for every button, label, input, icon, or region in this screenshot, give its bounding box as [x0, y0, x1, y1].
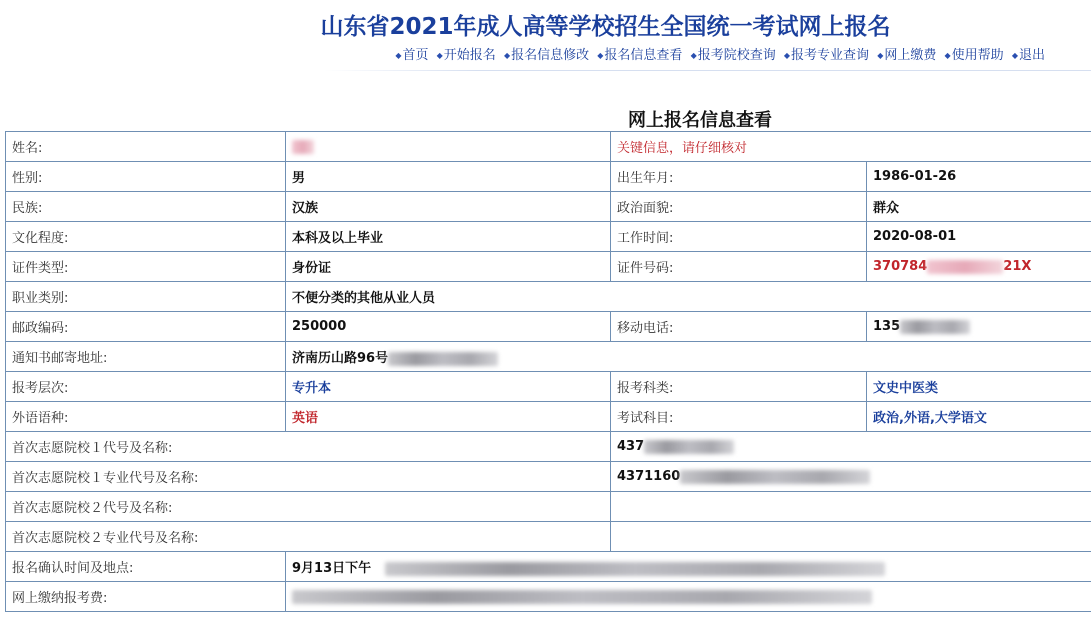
education-value: 本科及以上毕业: [286, 222, 611, 252]
nav-school-query[interactable]: ◆报考院校查询: [690, 48, 776, 63]
table-row: [6, 552, 1091, 582]
political-value: 群众: [867, 192, 1091, 222]
fee-value: [286, 582, 1091, 612]
confirm-label: 报名确认时间及地点:: [6, 552, 286, 582]
address-value: 济南历山路96号: [286, 342, 1091, 372]
bullet-icon: ◆: [783, 51, 791, 60]
table-row: [6, 132, 1091, 162]
mobile-value: 135: [867, 312, 1091, 342]
subject-label: 报考科类:: [611, 372, 867, 402]
major1-value: 4371160: [611, 462, 1091, 492]
bullet-icon: ◆: [944, 51, 951, 60]
idtype-value: 身份证: [286, 252, 611, 282]
name-value: [286, 132, 611, 162]
education-label: 文化程度:: [6, 222, 286, 252]
birth-value: 1986-01-26: [867, 162, 1091, 192]
nav-divider: [324, 70, 1091, 71]
redacted-address: [388, 352, 498, 366]
table-row: [6, 162, 1091, 192]
redacted-fee: [292, 590, 872, 604]
confirm-value: 9月13日下午: [286, 552, 1091, 582]
level-label: 报考层次:: [6, 372, 286, 402]
bullet-icon: ◆: [395, 51, 402, 60]
idnum-value: 370784 21X: [867, 252, 1091, 282]
exam-label: 考试科目:: [611, 402, 867, 432]
table-row: [6, 222, 1091, 252]
major1-label: 首次志愿院校１专业代号及名称:: [6, 462, 611, 492]
table-row: [6, 252, 1091, 282]
mobile-label: 移动电话:: [611, 312, 867, 342]
idnum-label: 证件号码:: [611, 252, 867, 282]
bullet-icon: ◆: [503, 51, 511, 60]
exam-value: 政治,外语,大学语文: [867, 402, 1091, 432]
school2-label: 首次志愿院校２代号及名称:: [6, 492, 611, 522]
subject-value: 文史中医类: [867, 372, 1091, 402]
table-row: [6, 342, 1091, 372]
redacted-id: [927, 260, 1003, 274]
worktime-value: 2020-08-01: [867, 222, 1091, 252]
nav-home[interactable]: ◆首页: [395, 48, 429, 63]
ethnicity-label: 民族:: [6, 192, 286, 222]
table-row: [6, 522, 1091, 552]
birth-label: 出生年月:: [611, 162, 867, 192]
school1-label: 首次志愿院校１代号及名称:: [6, 432, 611, 462]
occupation-value: 不便分类的其他从业人员: [286, 282, 1091, 312]
table-row: [6, 582, 1091, 612]
table-row: [6, 192, 1091, 222]
nav-logout[interactable]: ◆退出: [1011, 48, 1045, 63]
political-label: 政治面貌:: [611, 192, 867, 222]
redacted-name: [292, 140, 314, 154]
school2-value: [611, 492, 1091, 522]
nav-major-query[interactable]: ◆报考专业查询: [783, 48, 870, 63]
redacted-confirm: [385, 562, 885, 576]
nav-start-registration[interactable]: ◆开始报名: [436, 48, 496, 63]
bullet-icon: ◆: [597, 51, 604, 60]
occupation-label: 职业类别:: [6, 282, 286, 312]
postcode-label: 邮政编码:: [6, 312, 286, 342]
nav-help[interactable]: ◆使用帮助: [944, 48, 1004, 63]
idtype-label: 证件类型:: [6, 252, 286, 282]
nav-online-payment[interactable]: ◆网上缴费: [877, 48, 937, 63]
nav-view-registration[interactable]: ◆报名信息查看: [597, 48, 683, 63]
nav-edit-registration[interactable]: ◆报名信息修改: [503, 48, 590, 63]
name-label: 姓名:: [6, 132, 286, 162]
table-row: [6, 312, 1091, 342]
redacted-school1: [644, 440, 734, 454]
fee-label: 网上缴纳报考费:: [6, 582, 286, 612]
language-label: 外语语种:: [6, 402, 286, 432]
gender-value: 男: [286, 162, 611, 192]
page-title: 网上报名信息查看: [628, 110, 772, 131]
table-row: [6, 492, 1091, 522]
bullet-icon: ◆: [877, 51, 884, 60]
major2-label: 首次志愿院校２专业代号及名称:: [6, 522, 611, 552]
table-row: [6, 372, 1091, 402]
worktime-label: 工作时间:: [611, 222, 867, 252]
site-title: 山东省2021年成人高等学校招生全国统一考试网上报名: [320, 14, 891, 40]
major2-value: [611, 522, 1091, 552]
table-row: [6, 462, 1091, 492]
language-value: 英语: [286, 402, 611, 432]
key-info-note: 关键信息，请仔细核对: [611, 132, 1091, 162]
address-label: 通知书邮寄地址:: [6, 342, 286, 372]
gender-label: 性别:: [6, 162, 286, 192]
bullet-icon: ◆: [1011, 51, 1018, 60]
table-row: [6, 402, 1091, 432]
school1-value: 437: [611, 432, 1091, 462]
postcode-value: 250000: [286, 312, 611, 342]
table-row: [6, 282, 1091, 312]
table-row: [6, 432, 1091, 462]
top-nav: [391, 44, 1045, 63]
bullet-icon: ◆: [436, 51, 443, 60]
redacted-mobile: [900, 320, 970, 334]
bullet-icon: ◆: [690, 51, 697, 60]
level-value: 专升本: [286, 372, 611, 402]
registration-info-table: [5, 131, 1091, 612]
ethnicity-value: 汉族: [286, 192, 611, 222]
redacted-major1: [680, 470, 870, 484]
